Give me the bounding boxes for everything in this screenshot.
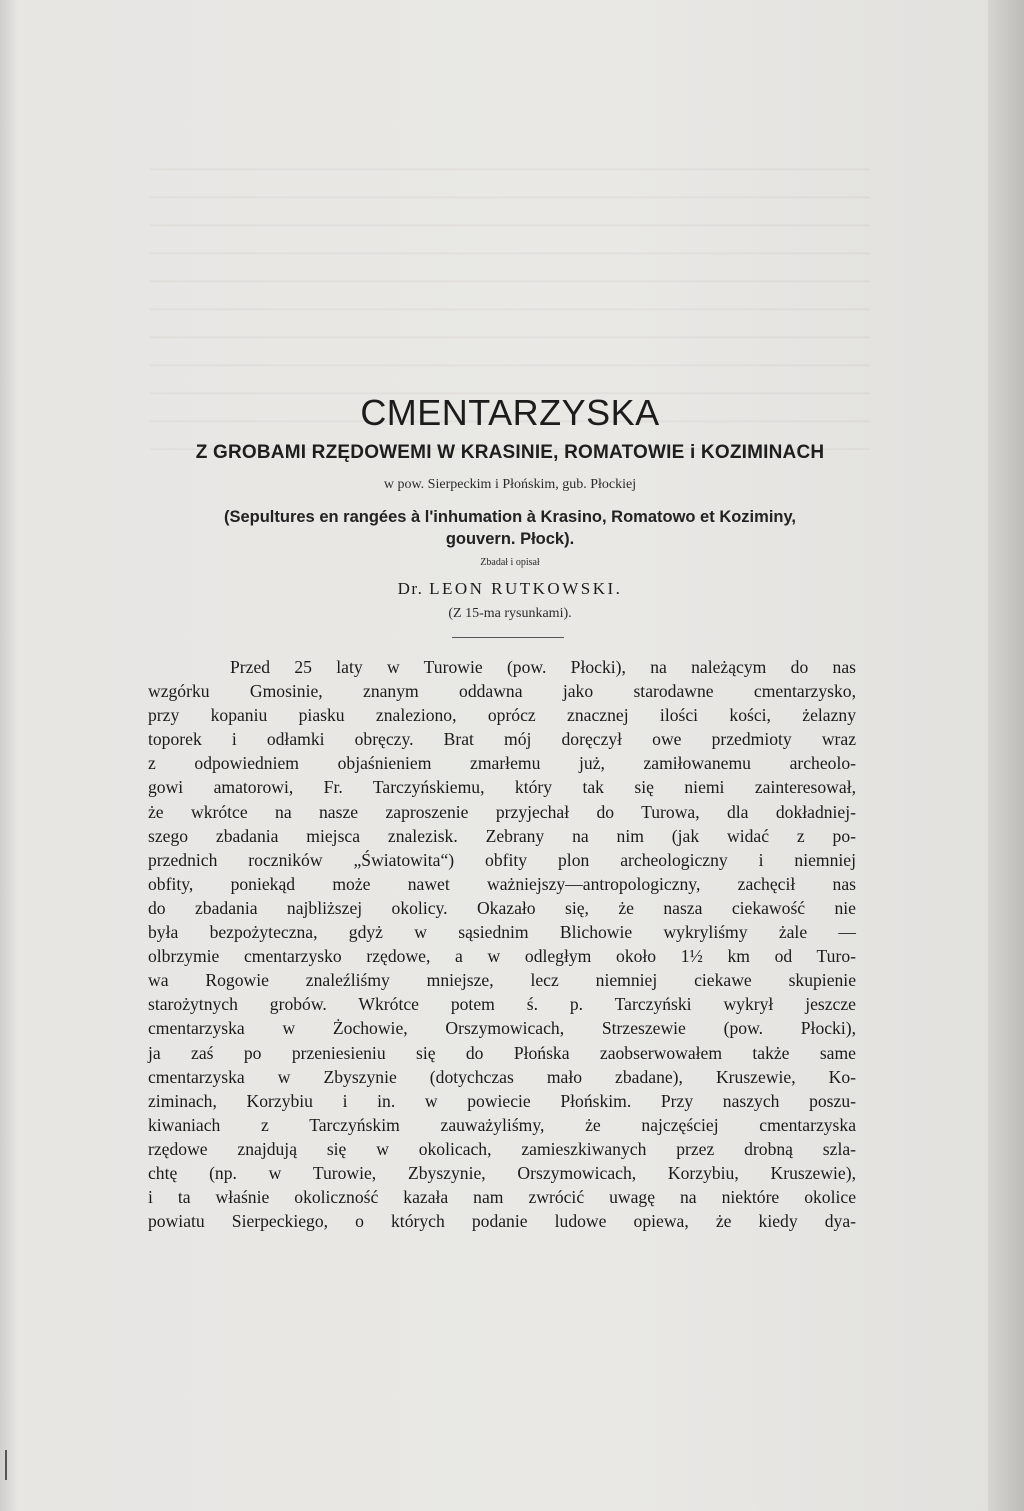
body-line: gowi amatorowi, Fr. Tarczyńskiemu, który tak się niemi zainteresował,: [148, 777, 856, 798]
french-title: [120, 506, 900, 550]
body-line: do zbadania najbliższej okolicy. Okazało się, że nasza ciekawość nie: [148, 897, 856, 918]
body-line: i ta właśnie okoliczność kazała nam zwrócić uwagę na niektóre okolice: [148, 1187, 856, 1208]
author-prefix: Dr.: [397, 579, 424, 598]
figures-note: (Z 15-ma rysunkami).: [448, 606, 572, 621]
separator-rule: [452, 637, 564, 638]
body-line: starożytnych grobów. Wkrótce potem ś. p. Tarczyński wykrył jeszcze: [148, 994, 856, 1015]
body-line: przy kopaniu piasku znaleziono, oprócz znacznej ilości kości, żelazny: [148, 705, 856, 726]
body-line: Przed 25 laty w Turowie (pow. Płocki), na należącym do nas: [230, 657, 856, 677]
body-line: z odpowiedniem objaśnieniem zmarłemu już, zamiłowanemu archeolo-: [148, 753, 856, 774]
body-line: była bezpożyteczna, gdyż w sąsiednim Blichowie wykryliśmy żale —: [148, 922, 856, 943]
district-line: w pow. Sierpeckim i Płońskim, gub. Płockiej: [383, 477, 637, 492]
french-title-line: gouvern. Płock).: [445, 530, 575, 548]
body-line: cmentarzyska w Żochowie, Orszymowicach, Strzeszewie (pow. Płocki),: [148, 1018, 856, 1039]
body-line: rzędowe znajdują się w okolicach, zamieszkiwanych przez drobną szla-: [148, 1138, 856, 1159]
author-line: [120, 579, 900, 599]
author-name: LEON RUTKOWSKI.: [429, 579, 623, 598]
body-line: ziminach, Korzybiu i in. w powiecie Płońskim. Przy naszych poszu-: [148, 1090, 856, 1111]
body-line: szego zbadania miejsca znalezisk. Zebrany na nim (jak widać z po-: [148, 825, 856, 846]
researched-by-label: Zbadał i opisał: [480, 557, 540, 568]
body-line: olbrzymie cmentarzysko rzędowe, a w odległym około 1½ km od Turo-: [148, 946, 856, 967]
body-line: wzgórku Gmosinie, znanym oddawna jako starodawne cmentarzysko,: [148, 681, 856, 702]
french-title-line: (Sepultures en rangées à l'inhumation à Krasino, Romatowo et Koziminy,: [223, 508, 797, 526]
body-line: przednich roczników „Światowita“) obfity plon archeologiczny i niemniej: [148, 849, 856, 870]
body-line: ja zaś po przeniesieniu się do Płońska zaobserwowałem także same: [148, 1042, 856, 1063]
article-title: CMENTARZYSKA: [360, 392, 660, 433]
body-line: chtę (np. w Turowie, Zbyszynie, Orszymowicach, Korzybiu, Kruszewie),: [148, 1162, 856, 1183]
body-line: kiwaniach z Tarczyńskim zauważyliśmy, że najczęściej cmentarzyska: [148, 1114, 856, 1135]
article-subtitle: Z GROBAMI RZĘDOWEMI W KRASINIE, ROMATOWIE i KOZIMINACH: [195, 442, 825, 463]
body-text: [148, 655, 856, 1233]
margin-mark: [5, 1450, 7, 1480]
body-line: wa Rogowie znaleźliśmy mniejsze, lecz niemniej ciekawe skupienie: [148, 970, 856, 991]
body-line: toporek i odłamki obręczy. Brat mój doręczył owe przedmioty wraz: [148, 729, 856, 750]
body-line: cmentarzyska w Zbyszynie (dotychczas mało zbadane), Kruszewie, Ko-: [148, 1066, 856, 1087]
body-line: że wkrótce na nasze zaproszenie przyjechał do Turowa, dla dokładniej-: [148, 801, 856, 822]
body-line: obfity, poniekąd może nawet ważniejszy—antropologiczny, zachęcił nas: [148, 873, 856, 894]
page-edge-shadow: [988, 0, 1024, 1511]
body-line: powiatu Sierpeckiego, o których podanie ludowe opiewa, że kiedy dya-: [148, 1211, 856, 1232]
